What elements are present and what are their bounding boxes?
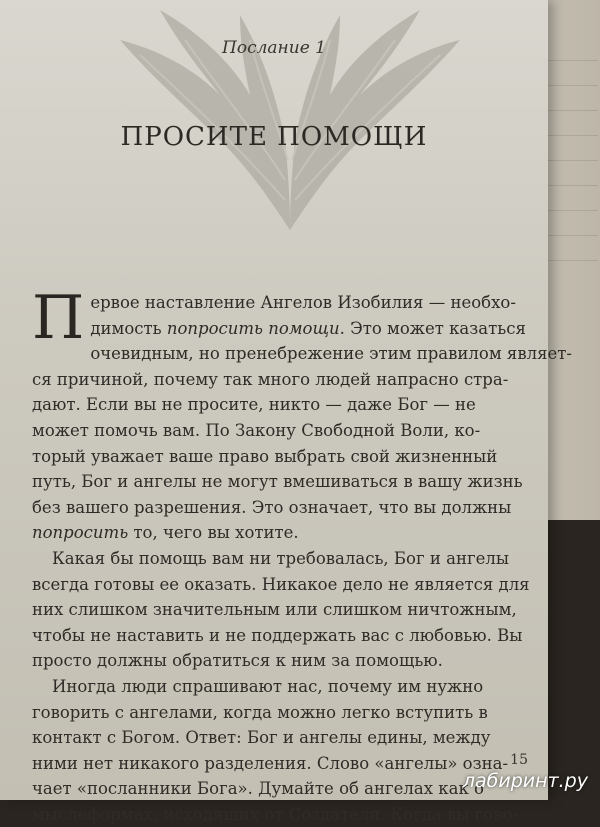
text-run: то, чего вы хотите. bbox=[128, 523, 299, 543]
text-line: может помочь вам. По Закону Свободной Воли, ко- bbox=[32, 420, 481, 440]
text-line: без вашего разрешения. Это означает, что вы должны bbox=[32, 497, 512, 517]
text-run: димость bbox=[90, 318, 167, 338]
text-line: контакт с Богом. Ответ: Бог и ангелы едины, между bbox=[32, 728, 491, 748]
text-line: дают. Если вы не просите, никто — даже Бог — не bbox=[32, 395, 476, 415]
chapter-title: ПРОСИТЕ ПОМОЩИ bbox=[120, 122, 428, 152]
paragraph-2 bbox=[32, 546, 532, 674]
text-line: ервое наставление Ангелов Изобилия — необхо- bbox=[90, 293, 516, 312]
text-line: чтобы не наставить и не поддержать вас с любовью. Вы bbox=[32, 625, 523, 645]
text-line: путь, Бог и ангелы не могут вмешиваться в вашу жизнь bbox=[32, 472, 523, 492]
text-line: очевидным, но пренебрежение этим правилом являет- bbox=[90, 344, 572, 364]
text-line: них слишком значительным или слишком ничтожным, bbox=[32, 600, 517, 620]
text-line: Какая бы помощь вам ни требовалась, Бог и ангелы bbox=[52, 548, 509, 568]
text-line: говорить с ангелами, когда можно легко вступить в bbox=[32, 702, 488, 722]
page-number: 15 bbox=[510, 752, 528, 768]
text-line: просто должны обратиться к ним за помощью. bbox=[32, 651, 443, 671]
text-run: . Это может казаться bbox=[339, 318, 526, 338]
angel-wings-illustration bbox=[100, 0, 480, 240]
text-line: Иногда люди спрашивают нас, почему им нужно bbox=[52, 676, 484, 696]
text-line bbox=[32, 520, 532, 546]
text-line: ся причиной, почему так много людей напрасно стра- bbox=[32, 369, 509, 389]
text-line: чает «посланники Бога». Думайте об ангелах как о bbox=[32, 779, 484, 799]
paragraph-1 bbox=[32, 283, 572, 546]
text-line: мыслеформах, исходящих от Создателя. Когда вы гово- bbox=[32, 804, 519, 824]
paragraph-3 bbox=[32, 674, 532, 827]
watermark-logo: лабиринт.ру bbox=[462, 770, 588, 792]
drop-cap: П bbox=[32, 283, 85, 353]
emphasis-text: попросить помощи bbox=[166, 318, 340, 338]
text-line: ними нет никакого разделения. Слово «ангелы» озна- bbox=[32, 753, 509, 773]
chapter-label: Послание 1 bbox=[222, 38, 326, 58]
body-text bbox=[32, 283, 572, 827]
text-line: всегда готовы ее оказать. Никакое дело не является для bbox=[32, 574, 530, 594]
text-line bbox=[32, 316, 532, 342]
emphasis-text: попросить bbox=[32, 523, 129, 543]
text-line: торый уважает ваше право выбрать свой жизненный bbox=[32, 446, 498, 466]
